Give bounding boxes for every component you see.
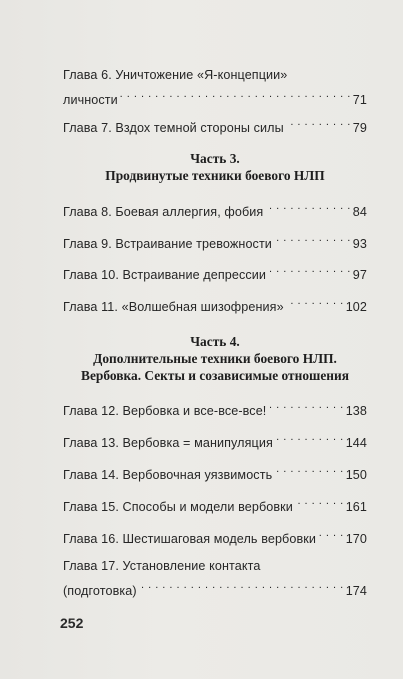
dot-leader bbox=[265, 197, 350, 216]
toc-page-number: 150 bbox=[345, 468, 367, 482]
page-number-folio: 252 bbox=[60, 615, 84, 631]
toc-entry-line bbox=[63, 396, 367, 421]
toc-entry-chapter-12 bbox=[63, 396, 367, 421]
dot-leader bbox=[286, 292, 344, 311]
toc-page-number: 102 bbox=[345, 300, 367, 314]
toc-page-number: 93 bbox=[352, 237, 367, 251]
toc-entry-line bbox=[63, 197, 367, 222]
toc-entry-chapter-17 bbox=[63, 557, 367, 601]
part-subtitle: Продвинутые техники боевого НЛП bbox=[105, 168, 325, 183]
dot-leader bbox=[286, 113, 351, 132]
dot-leader bbox=[274, 229, 351, 248]
dot-leader bbox=[268, 260, 351, 279]
part-title: Часть 3. bbox=[190, 151, 240, 166]
part-3-heading bbox=[55, 150, 375, 184]
toc-entry-chapter-15 bbox=[63, 492, 367, 517]
toc-entry-label: Глава 13. Вербовка = манипуляция bbox=[63, 436, 273, 450]
toc-entry-line bbox=[63, 66, 367, 85]
toc-page-number: 144 bbox=[345, 436, 367, 450]
toc-entry-chapter-8 bbox=[63, 197, 367, 222]
toc-entry-label-continued: (подготовка) bbox=[63, 584, 137, 598]
part-4-heading bbox=[55, 333, 375, 384]
toc-entry-label: Глава 12. Вербовка и все-все-все! bbox=[63, 404, 267, 418]
toc-entry-label-continued: личности bbox=[63, 93, 118, 107]
toc-entry-line bbox=[63, 576, 367, 601]
toc-page-number: 97 bbox=[352, 268, 367, 282]
toc-entry-label: Глава 7. Вздох темной стороны силы bbox=[63, 121, 284, 135]
toc-page-number: 138 bbox=[345, 404, 367, 418]
toc-entry-line bbox=[63, 292, 367, 317]
toc-entry-chapter-10 bbox=[63, 260, 367, 285]
toc-entry-label: Глава 14. Вербовочная уязвимость bbox=[63, 468, 273, 482]
toc-page-number: 84 bbox=[352, 205, 367, 219]
toc-entry-line bbox=[63, 524, 367, 549]
toc-entry-chapter-7 bbox=[63, 113, 367, 138]
dot-leader bbox=[275, 428, 344, 447]
toc-entry-line bbox=[63, 113, 367, 138]
toc-page-number: 79 bbox=[352, 121, 367, 135]
dot-leader bbox=[295, 492, 344, 511]
dot-leader bbox=[274, 460, 343, 479]
toc-entry-chapter-6 bbox=[63, 66, 367, 110]
dot-leader bbox=[120, 85, 351, 104]
toc-entry-chapter-9 bbox=[63, 229, 367, 254]
toc-entry-chapter-16 bbox=[63, 524, 367, 549]
toc-entry-line bbox=[63, 557, 367, 576]
toc-page-number: 174 bbox=[345, 584, 367, 598]
toc-page-number: 71 bbox=[352, 93, 367, 107]
toc-entry-label: Глава 8. Боевая аллергия, фобия bbox=[63, 205, 264, 219]
toc-page-number: 170 bbox=[345, 532, 367, 546]
toc-entry-label: Глава 6. Уничтожение «Я-концепции» bbox=[63, 68, 288, 82]
toc-entry-label: Глава 10. Встраивание депрессии bbox=[63, 268, 267, 282]
toc-entry-label: Глава 17. Установление контакта bbox=[63, 559, 261, 573]
toc-entry-line bbox=[63, 260, 367, 285]
toc-entry-chapter-13 bbox=[63, 428, 367, 453]
part-title: Часть 4. bbox=[190, 334, 240, 349]
dot-leader bbox=[268, 396, 343, 415]
dot-leader bbox=[139, 576, 344, 595]
toc-entry-label: Глава 9. Встраивание тревожности bbox=[63, 237, 272, 251]
toc-entry-chapter-11 bbox=[63, 292, 367, 317]
toc-entry-label: Глава 11. «Волшебная шизофрения» bbox=[63, 300, 284, 314]
toc-entry-label: Глава 16. Шестишаговая модель вербовки bbox=[63, 532, 317, 546]
toc-entry-line bbox=[63, 428, 367, 453]
toc-page-number: 161 bbox=[345, 500, 367, 514]
toc-entry-line bbox=[63, 85, 367, 110]
toc-entry-line bbox=[63, 460, 367, 485]
toc-entry-line bbox=[63, 229, 367, 254]
part-subtitle: Дополнительные техники боевого НЛП. bbox=[93, 351, 337, 366]
toc-entry-label: Глава 15. Способы и модели вербовки bbox=[63, 500, 293, 514]
toc-entry-line bbox=[63, 492, 367, 517]
part-subtitle: Вербовка. Секты и созависимые отношения bbox=[81, 368, 349, 383]
dot-leader bbox=[318, 524, 344, 543]
toc-entry-chapter-14 bbox=[63, 460, 367, 485]
